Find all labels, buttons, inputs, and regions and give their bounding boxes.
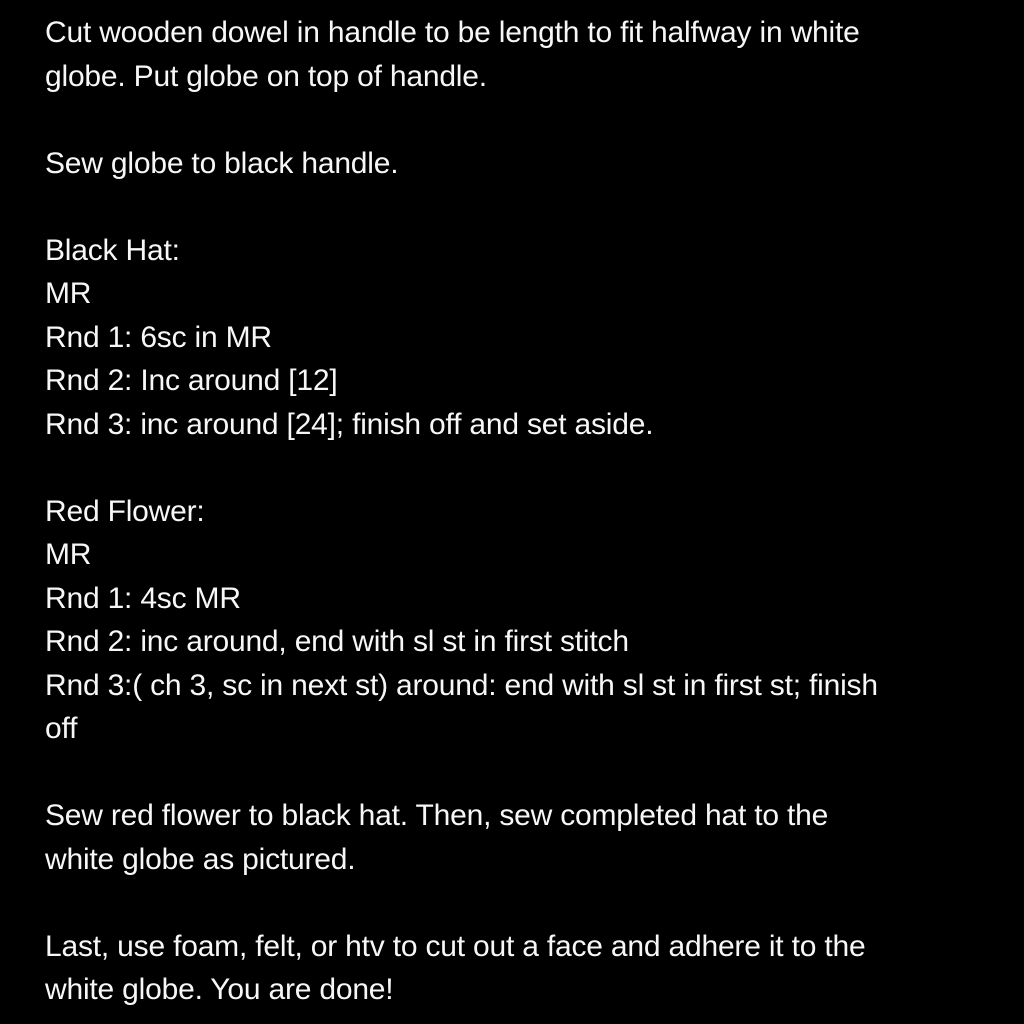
pattern-line-rnd-2: Rnd 2: Inc around [12] <box>45 364 338 397</box>
pattern-line-rnd-3-continued: off <box>45 712 78 745</box>
pattern-section-black-hat <box>45 229 1004 447</box>
instruction-paragraph-dowel-and-globe <box>45 11 1004 98</box>
text-line: white globe as pictured. <box>45 842 356 876</box>
pattern-line-mr: MR <box>45 277 92 310</box>
text-line: Sew red flower to black hat. Then, sew completed hat to the <box>45 799 829 832</box>
instruction-paragraph-finishing-face <box>45 925 1004 1012</box>
instruction-paragraph-sew-globe <box>45 142 1004 186</box>
text-line: Last, use foam, felt, or htv to cut out a face and adhere it to the <box>45 929 866 963</box>
pattern-line-rnd-1: Rnd 1: 6sc in MR <box>45 320 272 354</box>
pattern-line-rnd-3: Rnd 3: inc around [24]; finish off and set aside. <box>45 407 654 441</box>
pattern-line-rnd-1: Rnd 1: 4sc MR <box>45 581 241 615</box>
pattern-line-mr: MR <box>45 538 92 571</box>
instruction-paragraph-sew-flower-and-hat <box>45 794 1004 881</box>
pattern-section-title: Red Flower: <box>45 494 205 528</box>
text-line: white globe. You are done! <box>45 973 394 1006</box>
pattern-line-rnd-3: Rnd 3:( ch 3, sc in next st) around: end with sl st in first st; finish <box>45 668 878 702</box>
pattern-section-title: Black Hat: <box>45 233 180 267</box>
text-line: Sew globe to black handle. <box>45 146 399 180</box>
pattern-section-red-flower <box>45 490 1004 751</box>
text-line: Cut wooden dowel in handle to be length to fit halfway in white <box>45 16 860 49</box>
pattern-line-rnd-2: Rnd 2: inc around, end with sl st in first stitch <box>45 625 629 658</box>
text-line: globe. Put globe on top of handle. <box>45 59 487 93</box>
